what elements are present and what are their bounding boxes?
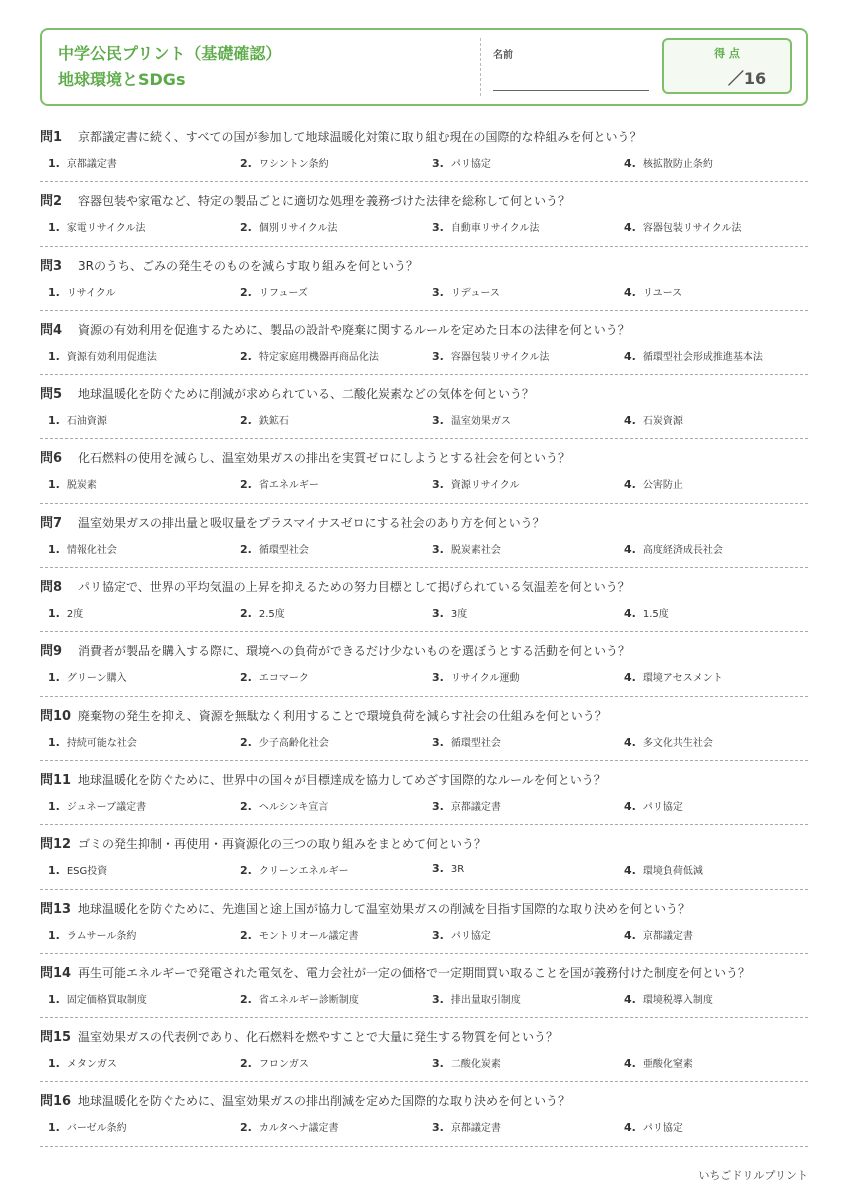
choice-option[interactable] [48, 541, 117, 556]
choice-number: 2. [240, 349, 252, 363]
question-number: 問12 [40, 837, 72, 853]
choice-option[interactable] [624, 798, 683, 813]
choice-label: 特定家庭用機器再商品化法 [258, 351, 379, 363]
choice-number: 2. [240, 992, 252, 1006]
choice-label: クリーンエネルギー [258, 866, 349, 878]
question-item [40, 247, 808, 311]
choice-label: 循環型社会形成推進基本法 [642, 351, 763, 363]
question-text: 地球温暖化を防ぐために削減が求められている、二酸化炭素などの気体を何という？ [78, 387, 535, 402]
choice-number: 4. [624, 157, 636, 170]
question-heading [40, 190, 570, 209]
question-heading [40, 833, 486, 852]
choice-number: 4. [624, 671, 636, 685]
question-heading [40, 576, 630, 595]
choice-label: 排出量取引制度 [450, 994, 521, 1006]
question-item [40, 890, 808, 954]
choice-option[interactable] [624, 1119, 683, 1134]
choice-label: カルタヘナ議定書 [258, 1123, 339, 1135]
choice-number: 1. [48, 864, 60, 878]
choice-list [48, 927, 808, 943]
choice-label: ラムサール条約 [66, 930, 137, 942]
choice-option[interactable] [240, 284, 308, 299]
choice-option[interactable] [432, 605, 467, 620]
choice-number: 3. [432, 799, 444, 813]
score-box [662, 38, 792, 94]
question-number: 問15 [40, 1030, 72, 1046]
choice-option[interactable] [240, 1119, 338, 1134]
choice-number: 4. [624, 992, 636, 1006]
choice-number: 2. [240, 478, 252, 492]
choice-list [48, 155, 808, 171]
choice-label: 自動車リサイクル法 [450, 223, 540, 235]
choice-number: 2. [240, 607, 252, 621]
question-text: 再生可能エネルギーで発電された電気を、電力会社が一定の価格で一定期間買い取ることを国が義務付けた制度を何という？ [78, 965, 751, 980]
choice-label: 脱炭素 [66, 480, 97, 492]
question-item [40, 375, 808, 439]
choice-number: 1. [48, 414, 60, 428]
choice-option[interactable] [240, 412, 289, 427]
choice-number: 4. [624, 799, 636, 813]
question-heading [40, 512, 545, 531]
choice-number: 1. [48, 478, 60, 492]
choice-label: 環境負荷低減 [642, 866, 703, 878]
question-heading [40, 447, 570, 466]
choice-option[interactable] [432, 927, 491, 942]
choice-label: 公害防止 [642, 480, 683, 492]
title-line-2: 地球環境とSDGs [58, 70, 186, 89]
choice-number: 3. [432, 607, 444, 621]
choice-label: 個別リサイクル法 [258, 223, 338, 235]
choice-label: 省エネルギー [258, 480, 319, 492]
question-number: 問11 [40, 772, 72, 788]
choice-label: 京都議定書 [450, 1123, 501, 1135]
name-area [480, 38, 651, 96]
question-number: 問16 [40, 1094, 72, 1110]
choice-option[interactable] [48, 219, 145, 234]
choice-label: フロンガス [258, 1059, 309, 1071]
choice-number: 2. [240, 1057, 252, 1071]
choice-label: 核拡散防止条約 [642, 159, 713, 170]
choice-number: 4. [624, 864, 636, 878]
choice-label: リフューズ [258, 287, 308, 299]
choice-option[interactable] [48, 991, 147, 1006]
choice-number: 1. [48, 799, 60, 813]
question-text: 京都議定書に続く、すべての国が参加して地球温暖化対策に取り組む現在の国際的な枠組みを何という？ [78, 130, 642, 144]
choice-label: パリ協定 [642, 1123, 683, 1135]
choice-number: 4. [624, 607, 636, 621]
choice-option[interactable] [48, 284, 115, 299]
choice-list [48, 1055, 808, 1071]
question-item [40, 311, 808, 375]
question-text: 消費者が製品を購入する際に、環境への負荷ができるだけ少ないものを選ぼうとする活動を何という？ [78, 644, 631, 659]
choice-option[interactable] [48, 669, 127, 684]
choice-label: グリーン購入 [66, 673, 127, 685]
choice-option[interactable] [432, 734, 501, 749]
choice-option[interactable] [624, 284, 682, 299]
choice-option[interactable] [624, 862, 703, 877]
choice-number: 1. [48, 349, 60, 363]
choice-option[interactable] [624, 476, 683, 491]
choice-label: パリ協定 [450, 159, 491, 170]
choice-option[interactable] [240, 219, 337, 234]
choice-label: ESG投資 [66, 866, 108, 878]
question-heading [40, 769, 606, 788]
choice-label: 京都議定書 [66, 159, 117, 170]
choice-list [48, 541, 808, 557]
choice-option[interactable] [624, 412, 683, 427]
question-text: 地球温暖化を防ぐために、先進国と途上国が協力して温室効果ガスの削減を目指す国際的な取り決めを何という？ [78, 901, 691, 916]
choice-option[interactable] [432, 412, 511, 427]
choice-label: パリ協定 [642, 801, 683, 813]
choice-option[interactable] [48, 605, 83, 620]
question-text: 地球温暖化を防ぐために、温室効果ガスの排出削減を定めた国際的な取り決めを何という？ [78, 1094, 571, 1109]
choice-option[interactable] [432, 798, 501, 813]
choice-option[interactable] [240, 348, 379, 363]
choice-label: 環境税導入制度 [642, 994, 713, 1006]
question-number: 問5 [40, 387, 63, 403]
choice-number: 4. [624, 542, 636, 556]
choice-number: 1. [48, 607, 60, 621]
choice-label: バーゼル条約 [66, 1123, 127, 1135]
question-item [40, 954, 808, 1018]
question-text: 温室効果ガスの排出量と吸収量をプラスマイナスゼロにする社会のあり方を何という？ [78, 515, 545, 530]
choice-number: 3. [432, 1057, 444, 1071]
choice-label: 温室効果ガス [450, 416, 511, 428]
choice-number: 4. [624, 285, 636, 299]
choice-label: 高度経済成長社会 [642, 544, 723, 556]
choice-label: 固定価格買取制度 [66, 994, 147, 1006]
choice-label: 鉄鉱石 [258, 416, 289, 428]
choice-number: 4. [624, 1057, 636, 1071]
question-item [40, 504, 808, 568]
choice-number: 2. [240, 671, 252, 685]
question-text: 容器包装や家電など、特定の製品ごとに適切な処理を義務づけた法律を総称して何という？ [78, 194, 571, 209]
choice-label: 持続可能な社会 [66, 737, 137, 749]
choice-option[interactable] [240, 476, 319, 491]
choice-number: 2. [240, 221, 252, 235]
choice-option[interactable] [48, 1119, 127, 1134]
choice-option[interactable] [432, 476, 519, 491]
choice-number: 2. [240, 542, 252, 556]
choice-label: 二酸化炭素 [450, 1059, 501, 1071]
choice-list [48, 219, 808, 235]
choice-number: 3. [432, 992, 444, 1006]
choice-option[interactable] [624, 605, 669, 620]
choice-label: 3R [450, 864, 465, 876]
choice-label: 少子高齢化社会 [258, 737, 329, 749]
question-number: 問1 [40, 130, 63, 145]
choice-number: 1. [48, 221, 60, 235]
choice-number: 3. [432, 349, 444, 363]
choice-option[interactable] [240, 734, 329, 749]
choice-option[interactable] [48, 734, 137, 749]
choice-option[interactable] [240, 541, 309, 556]
choice-list [48, 348, 808, 364]
choice-label: リユース [642, 287, 683, 299]
score-label: 得 点 [714, 47, 740, 60]
choice-number: 4. [624, 928, 636, 942]
choice-label: 省エネルギー診断制度 [258, 994, 359, 1006]
choice-label: エコマーク [258, 673, 309, 685]
choice-list [48, 991, 808, 1007]
title-line-1: 中学公民プリント（基礎確認） [58, 44, 282, 63]
choice-option[interactable] [624, 927, 693, 942]
choice-number: 1. [48, 157, 60, 170]
choice-number: 2. [240, 414, 252, 428]
choice-option[interactable] [240, 155, 329, 170]
choice-number: 1. [48, 542, 60, 556]
choice-number: 1. [48, 928, 60, 942]
choice-label: パリ協定 [450, 930, 491, 942]
choice-label: ヘルシンキ宣言 [258, 801, 329, 813]
choice-option[interactable] [624, 991, 713, 1006]
choice-number: 3. [432, 862, 444, 876]
question-text: 廃棄物の発生を抑え、資源を無駄なく利用することで環境負荷を減らす社会の仕組みを何という？ [78, 708, 607, 723]
choice-label: 循環型社会 [258, 544, 309, 556]
choice-number: 1. [48, 671, 60, 685]
choice-label: モントリオール議定書 [258, 930, 359, 942]
choice-label: 家電リサイクル法 [66, 223, 146, 235]
worksheet-header [40, 28, 808, 106]
choice-list [48, 734, 808, 750]
choice-number: 2. [240, 285, 252, 299]
choice-list [48, 284, 808, 300]
question-number: 問6 [40, 451, 63, 467]
choice-number: 3. [432, 414, 444, 428]
choice-option[interactable] [48, 476, 97, 491]
choice-number: 4. [624, 1121, 636, 1135]
choice-number: 1. [48, 1057, 60, 1071]
choice-option[interactable] [240, 1055, 309, 1070]
question-heading [40, 319, 630, 338]
choice-number: 2. [240, 157, 252, 170]
question-number: 問14 [40, 965, 72, 981]
choice-option[interactable] [432, 1119, 501, 1134]
choice-number: 1. [48, 735, 60, 749]
question-item [40, 697, 808, 761]
choice-label: ワシントン条約 [258, 159, 329, 170]
footer-brand: いちごドリルプリント [698, 1169, 808, 1182]
question-item [40, 439, 808, 503]
choice-number: 2. [240, 1121, 252, 1135]
question-number: 問3 [40, 258, 63, 274]
choice-number: 4. [624, 478, 636, 492]
question-item [40, 1018, 808, 1082]
question-heading [40, 898, 690, 917]
question-text: ゴミの発生抑制・再使用・再資源化の三つの取り組みをまとめて何という？ [78, 837, 487, 852]
choice-option[interactable] [624, 541, 723, 556]
choice-option[interactable] [240, 862, 349, 877]
choice-number: 2. [240, 735, 252, 749]
choice-option[interactable] [432, 1055, 501, 1070]
choice-number: 3. [432, 285, 444, 299]
choice-option[interactable] [48, 862, 107, 877]
choice-option[interactable] [624, 348, 763, 363]
choice-option[interactable] [48, 412, 107, 427]
choice-number: 3. [432, 928, 444, 942]
choice-label: 京都議定書 [450, 801, 501, 813]
choice-label: 環境アセスメント [642, 673, 723, 685]
choice-number: 4. [624, 414, 636, 428]
question-number: 問13 [40, 901, 72, 917]
name-label: 名前 [493, 50, 513, 61]
choice-list [48, 1119, 808, 1135]
choice-label: 京都議定書 [642, 930, 693, 942]
name-field[interactable] [493, 90, 649, 91]
question-text: パリ協定で、世界の平均気温の上昇を抑えるための努力目標として掲げられている気温差を何という？ [78, 580, 630, 595]
question-heading [40, 962, 750, 981]
question-heading [40, 1090, 570, 1109]
choice-number: 4. [624, 735, 636, 749]
choice-option[interactable] [48, 798, 146, 813]
choice-option[interactable] [432, 155, 491, 170]
worksheet-title [58, 41, 281, 93]
choice-option[interactable] [624, 219, 741, 234]
choice-option[interactable] [48, 155, 117, 170]
choice-option[interactable] [624, 1055, 693, 1070]
choice-option[interactable] [624, 734, 713, 749]
question-item [40, 632, 808, 696]
choice-option[interactable] [432, 284, 500, 299]
question-item [40, 118, 808, 182]
question-text: 地球温暖化を防ぐために、世界中の国々が目標達成を協力してめざす国際的なルールを何という？ [78, 772, 606, 787]
choice-label: 脱炭素社会 [450, 544, 501, 556]
choice-label: ジュネーブ議定書 [66, 801, 147, 813]
question-heading [40, 705, 607, 724]
choice-option[interactable] [240, 669, 309, 684]
choice-list [48, 605, 808, 621]
question-item [40, 182, 808, 246]
choice-option[interactable] [432, 219, 539, 234]
choice-option[interactable] [432, 862, 464, 875]
choice-label: 情報化社会 [66, 544, 117, 556]
choice-label: 亜酸化窒素 [642, 1059, 693, 1071]
choice-number: 3. [432, 478, 444, 492]
question-number: 問9 [40, 644, 63, 660]
question-item [40, 761, 808, 825]
choice-list [48, 412, 808, 428]
question-number: 問7 [40, 515, 63, 531]
choice-number: 4. [624, 349, 636, 363]
question-text: 化石燃料の使用を減らし、温室効果ガスの排出を実質ゼロにしようとする社会を何という？ [78, 451, 571, 466]
choice-label: リデュース [450, 287, 500, 299]
question-heading [40, 640, 630, 659]
question-text: 3Rのうち、ごみの発生そのものを減らす取り組みを何という？ [78, 258, 418, 273]
question-item [40, 1082, 808, 1146]
question-text: 温室効果ガスの代表例であり、化石燃料を燃やすことで大量に発生する物質を何という？ [78, 1030, 559, 1045]
question-heading [40, 126, 642, 145]
choice-label: 資源有効利用促進法 [66, 351, 157, 363]
choice-list [48, 669, 808, 685]
question-item [40, 568, 808, 632]
choice-label: リサイクル [66, 287, 116, 299]
choice-label: 資源リサイクル [450, 480, 520, 492]
question-number: 問8 [40, 580, 63, 596]
question-number: 問10 [40, 708, 72, 724]
choice-label: リサイクル運動 [450, 673, 520, 685]
choice-option[interactable] [240, 991, 359, 1006]
question-item [40, 825, 808, 889]
choice-number: 3. [432, 1121, 444, 1135]
choice-list [48, 476, 808, 492]
question-heading [40, 1026, 558, 1045]
choice-option[interactable] [240, 605, 285, 620]
question-heading [40, 383, 534, 402]
choice-number: 1. [48, 1121, 60, 1135]
question-heading [40, 255, 418, 274]
question-number: 問2 [40, 194, 63, 210]
choice-label: 多文化共生社会 [642, 737, 713, 749]
choice-option[interactable] [240, 927, 359, 942]
choice-number: 4. [624, 221, 636, 235]
choice-number: 2. [240, 864, 252, 878]
choice-label: 3度 [450, 609, 468, 621]
question-list [40, 118, 808, 1147]
choice-number: 3. [432, 735, 444, 749]
choice-label: 石炭資源 [642, 416, 683, 428]
choice-label: 2度 [66, 609, 84, 621]
choice-list [48, 798, 808, 814]
choice-option[interactable] [48, 927, 136, 942]
choice-label: 容器包装リサイクル法 [450, 351, 550, 363]
choice-list [48, 862, 808, 878]
choice-number: 1. [48, 992, 60, 1006]
choice-number: 3. [432, 221, 444, 235]
choice-label: 1.5度 [642, 609, 669, 621]
choice-option[interactable] [624, 669, 723, 684]
choice-option[interactable] [432, 348, 549, 363]
choice-label: 循環型社会 [450, 737, 501, 749]
choice-option[interactable] [48, 348, 157, 363]
choice-label: 石油資源 [66, 416, 107, 428]
choice-number: 3. [432, 542, 444, 556]
choice-option[interactable] [432, 991, 521, 1006]
choice-label: 2.5度 [258, 609, 285, 621]
choice-number: 1. [48, 285, 60, 299]
choice-option[interactable] [432, 669, 519, 684]
question-text: 資源の有効利用を促進するために、製品の設計や廃棄に関するルールを定めた日本の法律を何という？ [78, 322, 630, 337]
choice-option[interactable] [240, 798, 328, 813]
score-total: ／16 [727, 69, 767, 88]
question-number: 問4 [40, 322, 63, 338]
choice-label: 容器包装リサイクル法 [642, 223, 742, 235]
choice-number: 2. [240, 799, 252, 813]
choice-option[interactable] [48, 1055, 117, 1070]
choice-option[interactable] [432, 541, 501, 556]
choice-number: 3. [432, 157, 444, 170]
choice-label: メタンガス [66, 1059, 117, 1071]
choice-number: 2. [240, 928, 252, 942]
choice-option[interactable] [624, 155, 713, 170]
choice-number: 3. [432, 671, 444, 685]
